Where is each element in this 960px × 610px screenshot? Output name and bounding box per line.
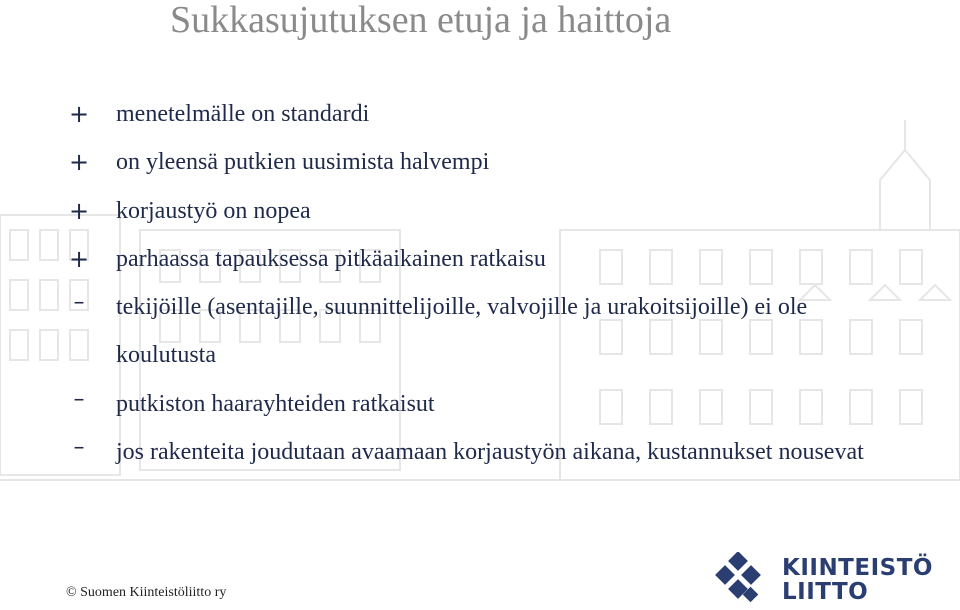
plus-icon: + [68,148,90,177]
bullet-text: on yleensä putkien uusimista halvempi [116,149,490,176]
bullet-item [62,138,882,186]
bullet-text: menetelmälle on standardi [116,101,370,127]
bullet-item [62,187,882,235]
bullet-item [62,90,882,138]
logo-wordmark [782,556,933,604]
logo-line-1: KIINTEISTÖ [782,555,933,581]
minus-icon: – [73,435,85,461]
minus-icon: – [73,290,85,316]
plus-icon: + [68,196,90,225]
plus-icon: + [68,100,90,128]
slide-title: Sukkasujutuksen etuja ja haittoja [170,0,672,41]
bullet-item [62,235,882,283]
bullet-text: parhaassa tapauksessa pitkäaikainen ratkaisu [116,245,546,272]
bullet-item [62,380,882,428]
bullet-text: tekijöille (asentajille, suunnittelijoille, valvojille ja urakoitsijoille) ei ole koulutusta [116,294,808,369]
logo-line-2: LIITTO [782,579,869,605]
bullet-text: korjaustyö on nopea [116,197,311,224]
kiinteistoliitto-logo [712,552,942,608]
bullet-text: putkiston haarayhteiden ratkaisut [116,390,435,417]
copyright-footer: © Suomen Kiinteistöliitto ry [66,585,227,600]
plus-icon: + [68,244,90,273]
minus-icon: – [73,386,85,412]
diamond-logo-icon [712,552,770,608]
bullet-item [62,283,882,380]
bullet-list [62,90,882,476]
bullet-text: jos rakenteita joudutaan avaamaan korjaustyön aikana, kustannukset nousevat [116,439,864,466]
bullet-item [62,428,882,476]
